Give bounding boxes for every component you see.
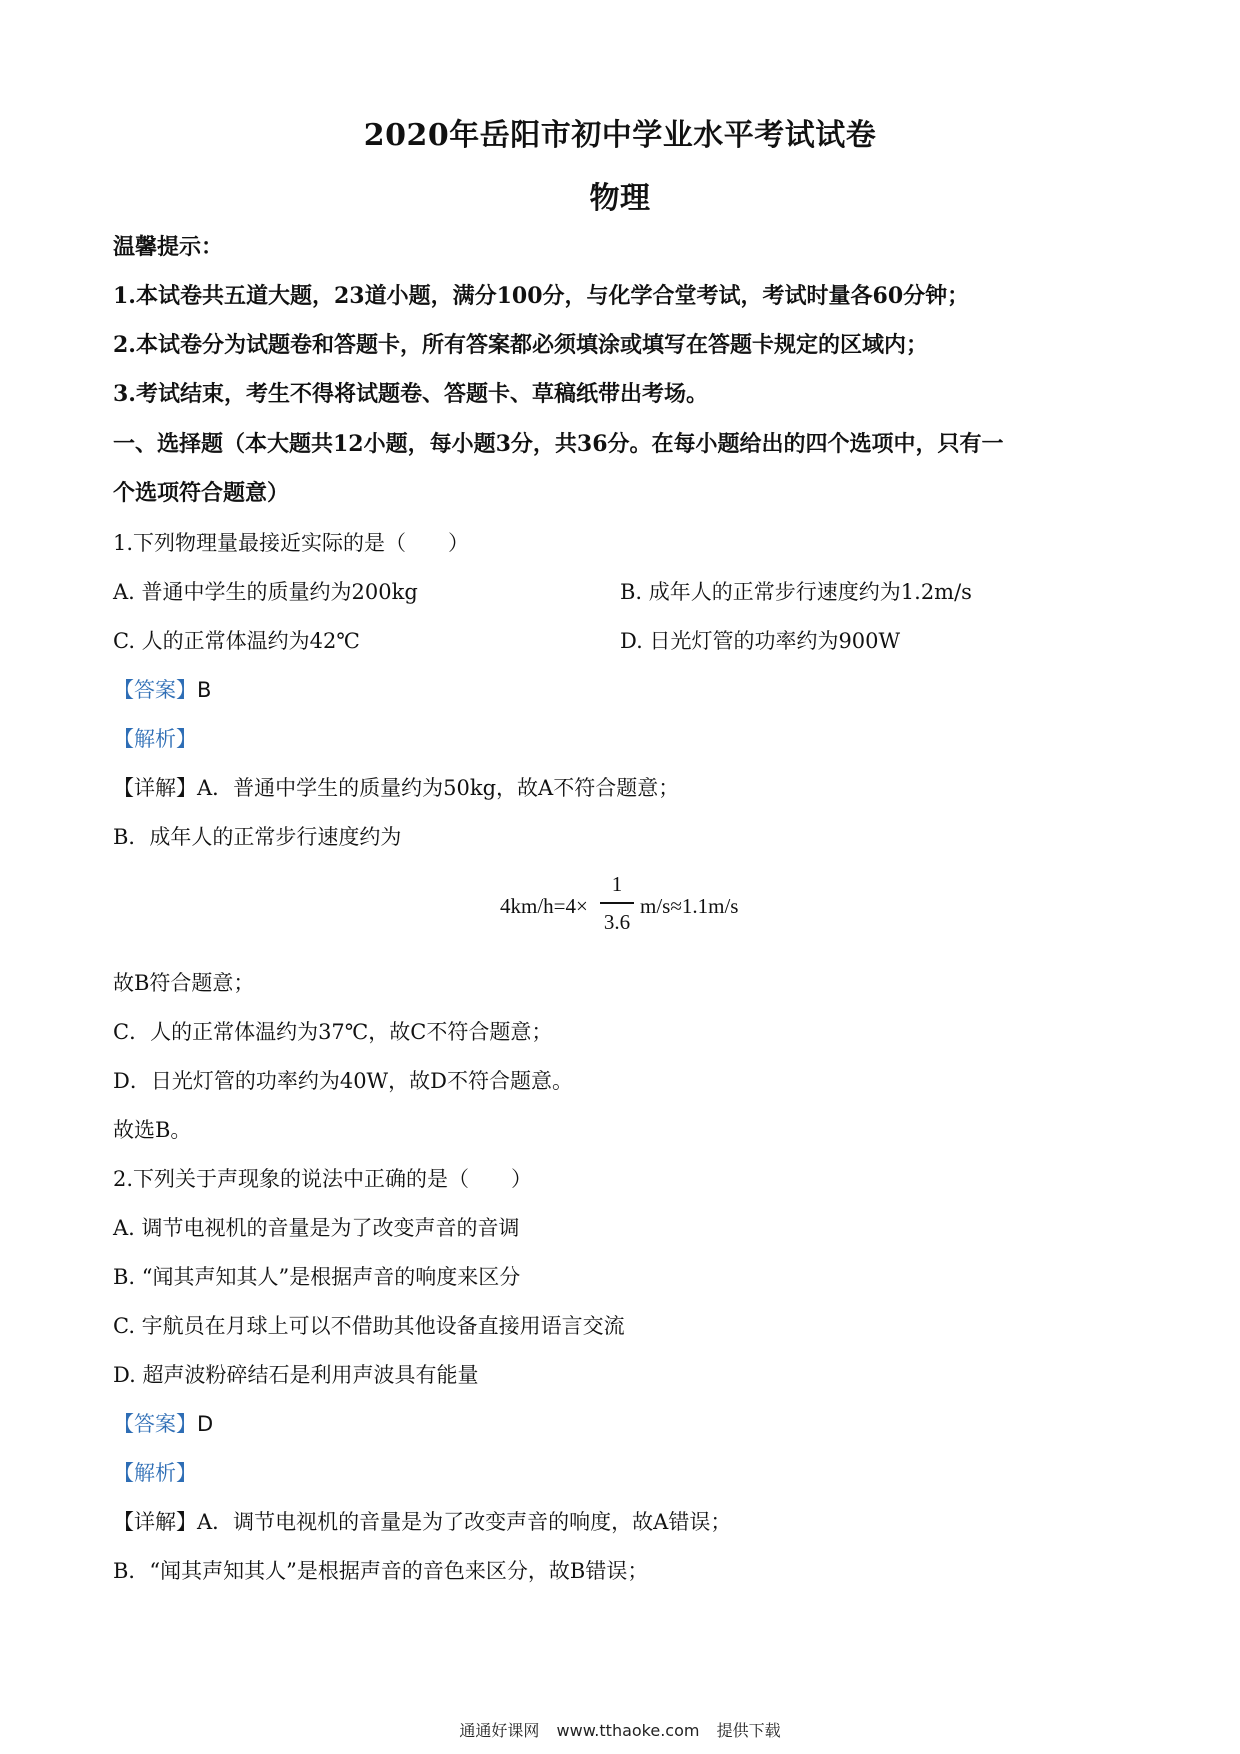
tip-item-1: 1.本试卷共五道大题，23道小题，满分100分，与化学合堂考试，考试时量各60分钟； (113, 283, 970, 309)
formula-fraction (600, 870, 634, 936)
q2-answer (113, 1409, 213, 1439)
tips-heading: 温馨提示： (113, 234, 224, 260)
exam-title: 2020年岳阳市初中学业水平考试试卷 (363, 118, 877, 153)
tip-item-2: 2.本试卷分为试题卷和答题卡，所有答案都必须填涂或填写在答题卡规定的区域内； (113, 332, 928, 358)
q1-analysis-label: 【解析】 (113, 727, 197, 751)
formula-rhs: m/s≈1.1m/s (640, 894, 739, 918)
q1-detail-2: B．成年人的正常步行速度约为 (113, 825, 402, 849)
q2-stem: 2.下列关于声现象的说法中正确的是（ ） (113, 1167, 533, 1191)
footer-url[interactable]: www.tthaoke.com (556, 1721, 700, 1740)
q2-option-a: A. 调节电视机的音量是为了改变声音的音调 (113, 1216, 520, 1240)
footer-action: 提供下载 (716, 1721, 781, 1740)
section-heading-line1: 一、选择题（本大题共12小题，每小题3分，共36分。在每小题给出的四个选项中，只有一 (113, 431, 1004, 457)
tip-item-3: 3.考试结束，考生不得将试题卷、答题卡、草稿纸带出考场。 (113, 381, 708, 407)
footer-site-name: 通通好课网 (459, 1721, 540, 1740)
q1-detail-1: 【详解】A．普通中学生的质量约为50kg，故A不符合题意； (113, 776, 680, 800)
answer-value: D (197, 1412, 214, 1436)
answer-value: B (197, 678, 212, 702)
answer-label: 【答案】 (113, 1412, 197, 1436)
section-heading-line2: 个选项符合题意） (113, 480, 290, 506)
fraction-numerator: 1 (611, 872, 623, 896)
q2-analysis-label: 【解析】 (113, 1461, 197, 1485)
q1-after-4: 故选B。 (113, 1118, 192, 1142)
page-footer (0, 1718, 1240, 1741)
q2-option-b: B. “闻其声知其人”是根据声音的响度来区分 (113, 1265, 521, 1289)
fraction-denominator: 3.6 (603, 910, 631, 934)
q1-after-2: C．人的正常体温约为37℃，故C不符合题意； (113, 1020, 553, 1044)
q2-detail-2: B．“闻其声知其人”是根据声音的音色来区分，故B错误； (113, 1559, 649, 1583)
formula-lhs: 4km/h=4× (500, 894, 588, 918)
q1-stem: 1.下列物理量最接近实际的是（ ） (113, 531, 470, 555)
subject-title: 物理 (589, 181, 651, 216)
q2-option-c: C. 宇航员在月球上可以不借助其他设备直接用语言交流 (113, 1314, 625, 1338)
q1-answer (113, 675, 211, 705)
q1-option-c: C. 人的正常体温约为42℃ (113, 629, 360, 653)
q1-after-3: D．日光灯管的功率约为40W，故D不符合题意。 (113, 1069, 573, 1093)
q1-option-a: A. 普通中学生的质量约为200kg (113, 580, 418, 604)
q1-after-1: 故B符合题意； (113, 971, 255, 995)
fraction-bar (600, 902, 634, 904)
q1-option-b: B. 成年人的正常步行速度约为1.2m/s (620, 580, 972, 604)
q1-option-d: D. 日光灯管的功率约为900W (620, 629, 901, 653)
answer-label: 【答案】 (113, 678, 197, 702)
q2-detail-1: 【详解】A．调节电视机的音量是为了改变声音的响度，故A错误； (113, 1510, 732, 1534)
q2-option-d: D. 超声波粉碎结石是利用声波具有能量 (113, 1363, 479, 1387)
